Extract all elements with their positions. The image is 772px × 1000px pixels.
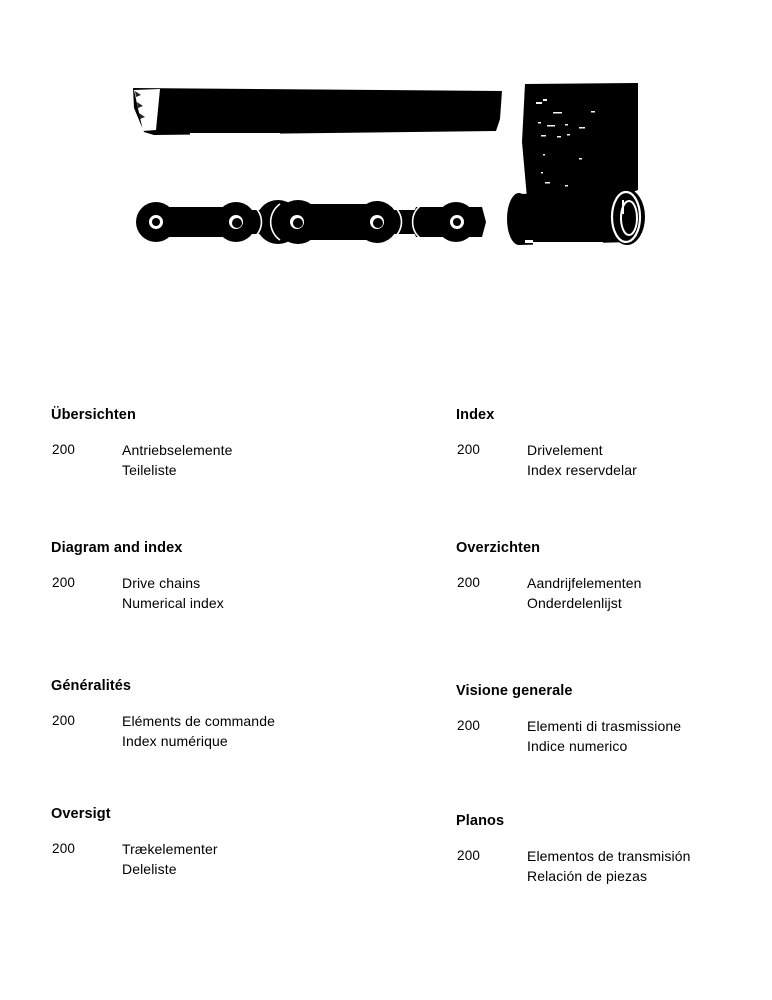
index-section [456, 540, 772, 613]
index-entry-number: 200 [457, 718, 481, 733]
index-section-heading: Généralités [51, 678, 132, 694]
index-entry-line: Aandrijfelementen [527, 575, 642, 591]
index-entry-line: Antriebselemente [122, 442, 233, 458]
multilingual-index [0, 395, 772, 955]
index-section [51, 540, 391, 613]
index-entry-line: Teileliste [122, 462, 177, 478]
index-entry-line: Numerical index [122, 595, 224, 611]
index-entry-number: 200 [52, 841, 76, 856]
v-belt-illustration [130, 84, 505, 136]
index-entry-line: Trækelementer [122, 841, 218, 857]
index-entry-line: Drivelement [527, 442, 603, 458]
illustration-panel [0, 0, 772, 290]
index-entry[interactable] [51, 839, 391, 879]
index-section [456, 407, 772, 480]
index-section-heading: Übersichten [51, 407, 136, 423]
index-section-heading: Index [456, 407, 495, 423]
index-entry-lines [527, 440, 772, 480]
index-entry-number: 200 [52, 575, 76, 590]
index-entry-line: Elementos de transmisión [527, 848, 691, 864]
index-section-heading: Visione generale [456, 683, 573, 699]
index-entry[interactable] [456, 573, 772, 613]
index-section [51, 806, 391, 879]
index-section [51, 407, 391, 480]
index-entry-number: 200 [457, 575, 481, 590]
index-entry-number: 200 [457, 848, 481, 863]
index-entry-line: Index numérique [122, 733, 228, 749]
index-entry-number: 200 [52, 442, 76, 457]
index-section-heading: Diagram and index [51, 540, 183, 556]
index-entry-lines [527, 573, 772, 613]
index-entry-number: 200 [457, 442, 481, 457]
index-entry-line: Relación de piezas [527, 868, 648, 884]
index-entry-lines [527, 846, 772, 886]
index-entry-line: Indice numerico [527, 738, 628, 754]
index-section [456, 683, 772, 756]
index-entry-lines [122, 440, 392, 480]
index-section [456, 813, 772, 886]
rolled-flat-belt-illustration [505, 82, 665, 252]
index-section-heading: Planos [456, 813, 505, 829]
index-entry-lines [122, 573, 392, 613]
index-section-heading: Overzichten [456, 540, 541, 556]
index-entry-line: Index reservdelar [527, 462, 637, 478]
index-entry-line: Drive chains [122, 575, 201, 591]
index-entry[interactable] [456, 716, 772, 756]
roller-chain-illustration [130, 196, 490, 248]
index-entry-line: Eléments de commande [122, 713, 275, 729]
index-entry-lines [122, 711, 392, 751]
index-section-heading: Oversigt [51, 806, 111, 822]
index-entry-number: 200 [52, 713, 76, 728]
index-entry[interactable] [456, 440, 772, 480]
index-entry[interactable] [51, 440, 391, 480]
index-entry[interactable] [51, 711, 391, 751]
index-section [51, 678, 391, 751]
roller-chain-shape [130, 196, 490, 248]
index-entry-line: Onderdelenlijst [527, 595, 622, 611]
index-entry[interactable] [456, 846, 772, 886]
rolled-flat-belt-shape [505, 82, 665, 252]
index-entry[interactable] [51, 573, 391, 613]
index-entry-line: Deleliste [122, 861, 177, 877]
index-entry-lines [122, 839, 392, 879]
index-entry-lines [527, 716, 772, 756]
index-entry-line: Elementi di trasmissione [527, 718, 682, 734]
v-belt-shape [130, 84, 505, 136]
